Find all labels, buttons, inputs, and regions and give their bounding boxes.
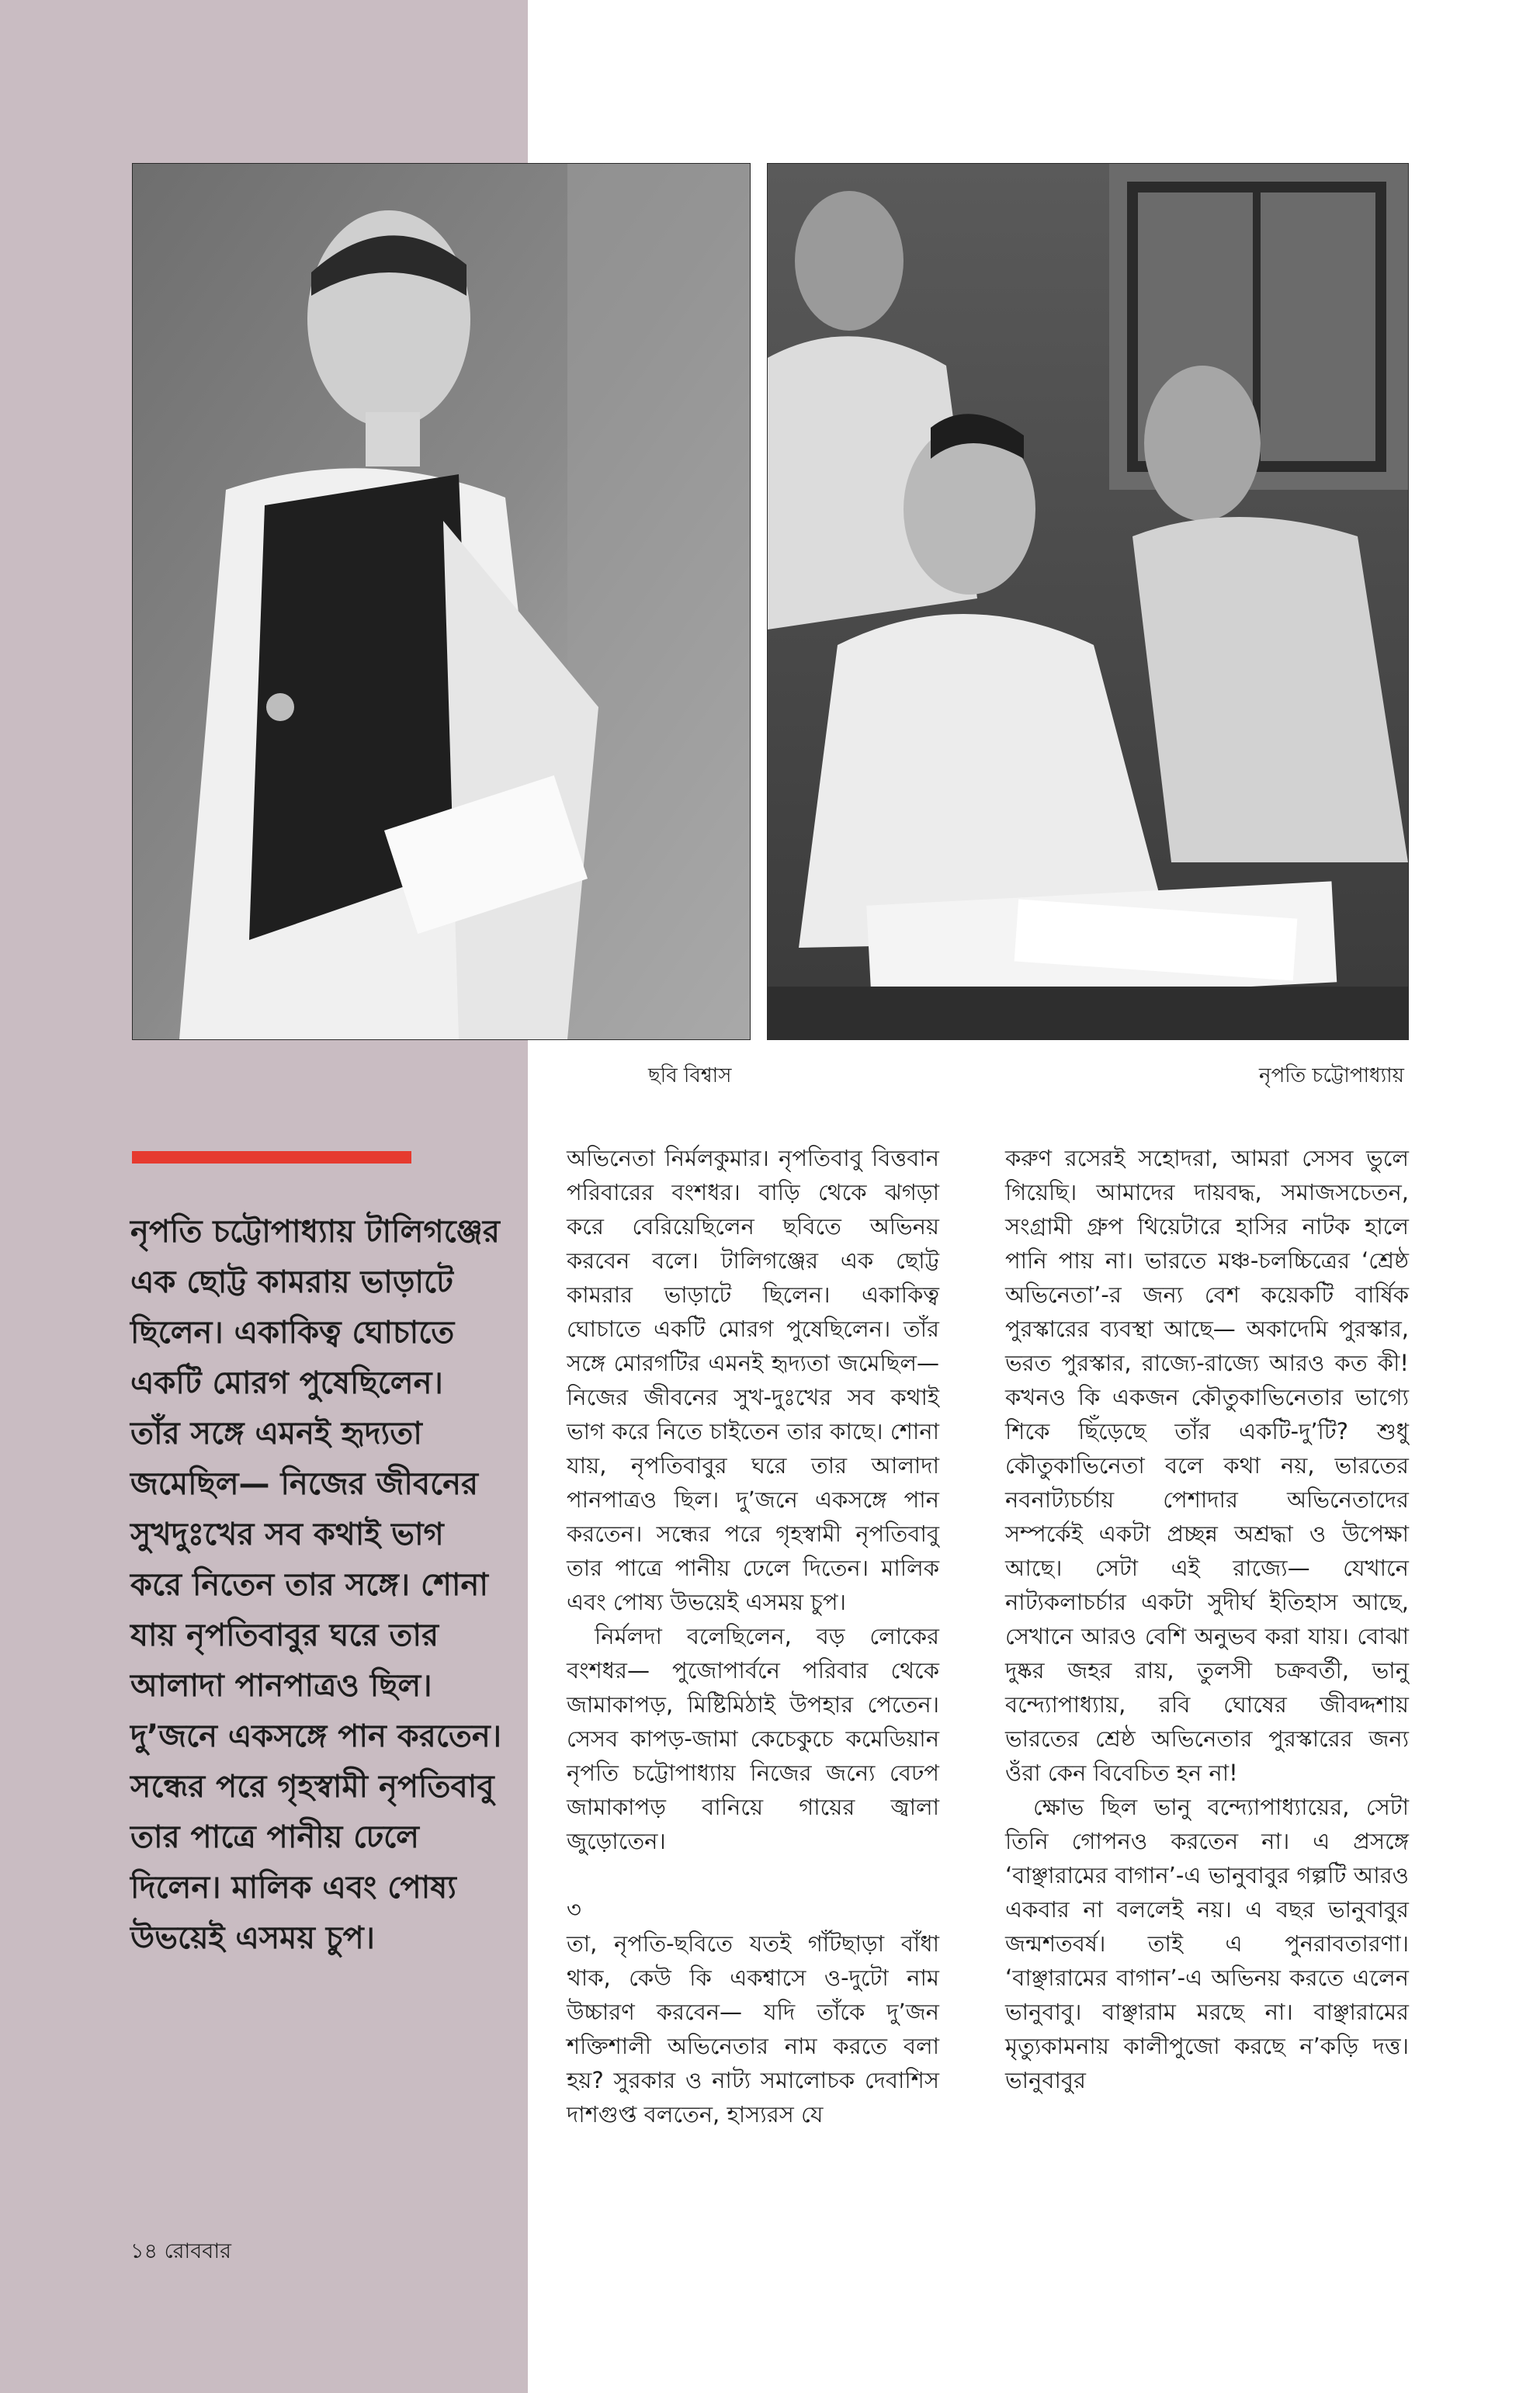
article-column-right xyxy=(1005,1141,1409,2097)
photo-caption-left: ছবি বিশ্বাস xyxy=(648,1064,732,1087)
photo-caption-right: নৃপতি চট্টোপাধ্যায় xyxy=(1259,1064,1404,1087)
pull-quote: নৃপতি চট্টোপাধ্যায় টালিগঞ্জের এক ছোট্ট কামরায় ভাড়াটে ছিলেন। একাকিত্ব ঘোচাতে একটি মোরগ পুষেছিলেন। তাঁর সঙ্গে এমনই হৃদ্যতা জমেছিল— নিজের জীবনের সুখদুঃখের সব কথাই ভাগ করে নিতেন তার সঙ্গে। শোনা যায় নৃপতিবাবুর ঘরে তার আলাদা পানপাত্রও ছিল। দু’জনে একসঙ্গে পান করতেন। সন্ধের পরে গৃহস্বামী নৃপতিবাবু তার পাত্রে পানীয় ঢেলে দিলেন। মালিক এবং পোষ্য উভয়েই এসময় চুপ। xyxy=(130,1214,502,1956)
article-paragraph: নির্মলদা বলেছিলেন, বড় লোকের বংশধর— পুজোপার্বনে পরিবার থেকে জামাকাপড়, মিষ্টিমিঠাই উপহার পেতেন। সেসব কাপড়-জামা কেচেকুচে কমেডিয়ান নৃপতি চট্টোপাধ্যায় নিজের জন্যে বেঢপ জামাকাপড় বানিয়ে গায়ের জ্বালা জুড়োতেন। xyxy=(567,1623,939,1854)
photo-right-image xyxy=(768,164,1408,1039)
article-paragraph: অভিনেতা নির্মলকুমার। নৃপতিবাবু বিত্তবান পরিবারের বংশধর। বাড়ি থেকে ঝগড়া করে বেরিয়েছিলেন ছবিতে অভিনয় করবেন বলে। টালিগঞ্জের এক ছোট্ট কামরার ভাড়াটে ছিলেন। একাকিত্ব ঘোচাতে একটি মোরগ পুষেছিলেন। তাঁর সঙ্গে মোরগটির এমনই হৃদ্যতা জমেছিল— নিজের জীবনের সুখ-দুঃখের সব কথাই ভাগ করে নিতে চাইতেন তার কাছে। শোনা যায়, নৃপতিবাবুর ঘরে তার আলাদা পানপাত্রও ছিল। দু’জনে একসঙ্গে পান করতেন। সন্ধের পরে গৃহস্বামী নৃপতিবাবু তার পাত্রে পানীয় ঢেলে দিতেন। মালিক এবং পোষ্য উভয়েই এসময় চুপ। xyxy=(567,1145,939,1615)
page-folio: ১৪ রোববার xyxy=(130,2239,231,2263)
photo-nripati-chattopadhyay xyxy=(767,163,1409,1040)
photo-left-image xyxy=(133,164,750,1039)
article-paragraph: তা, নৃপতি-ছবিতে যতই গাঁটছাড়া বাঁধা থাক, কেউ কি একশ্বাসে ও-দুটো নাম উচ্চারণ করবেন— যদি তাঁকে দু’জন শক্তিশালী অভিনেতার নাম করতে বলা হয়? সুরকার ও নাট্য সমালোচক দেবাশিস দাশগুপ্ত বলতেন, হাস্যরস যে xyxy=(567,1930,939,2128)
article-paragraph: ক্ষোভ ছিল ভানু বন্দ্যোপাধ্যায়ের, সেটা তিনি গোপনও করতেন না। এ প্রসঙ্গে ‘বাঞ্ছারামের বাগান’-এ ভানুবাবুর গল্পটি আরও একবার না বললেই নয়। এ বছর ভানুবাবুর জন্মশতবর্ষ। তাই এ পুনরাবতারণা। ‘বাঞ্ছারামের বাগান’-এ অভিনয় করতে এলেন ভানুবাবু। বাঞ্ছারাম মরছে না। বাঞ্ছারামের মৃত্যুকামনায় কালীপুজো করছে ন’কড়ি দত্ত। ভানুবাবুর xyxy=(1005,1794,1409,2093)
section-number: ৩ xyxy=(567,1896,581,1923)
article-column-middle xyxy=(567,1141,939,2131)
photo-chhabi-biswas xyxy=(132,163,751,1040)
article-paragraph: করুণ রসেরই সহোদরা, আমরা সেসব ভুলে গিয়েছি। আমাদের দায়বদ্ধ, সমাজসচেতন, সংগ্রামী গ্রুপ থিয়েটারে হাসির নাটক হালে পানি পায় না। ভারতে মঞ্চ-চলচ্চিত্রের ‘শ্রেষ্ঠ অভিনেতা’-র জন্য বেশ কয়েকটি বার্ষিক পুরস্কারের ব্যবস্থা আছে— অকাদেমি পুরস্কার, ভরত পুরস্কার, রাজ্যে-রাজ্যে আরও কত কী! কখনও কি একজন কৌতুকাভিনেতার ভাগ্যে শিকে ছিঁড়েছে তাঁর একটি-দু’টি? শুধু কৌতুকাভিনেতা বলে কথা নয়, ভারতের নবনাট্যচর্চায় পেশাদার অভিনেতাদের সম্পর্কেই একটা প্রচ্ছন্ন অশ্রদ্ধা ও উপেক্ষা আছে। সেটা এই রাজ্যে— যেখানে নাট্যকলাচর্চার একটা সুদীর্ঘ ইতিহাস আছে, সেখানে আরও বেশি অনুভব করা যায়। বোঝা দুষ্কর জহর রায়, তুলসী চক্রবর্তী, ভানু বন্দ্যোপাধ্যায়, রবি ঘোষের জীবদ্দশায় ভারতের শ্রেষ্ঠ অভিনেতার পুরস্কারের জন্য ওঁরা কেন বিবেচিত হন না! xyxy=(1005,1145,1409,1786)
accent-rule xyxy=(132,1151,411,1164)
